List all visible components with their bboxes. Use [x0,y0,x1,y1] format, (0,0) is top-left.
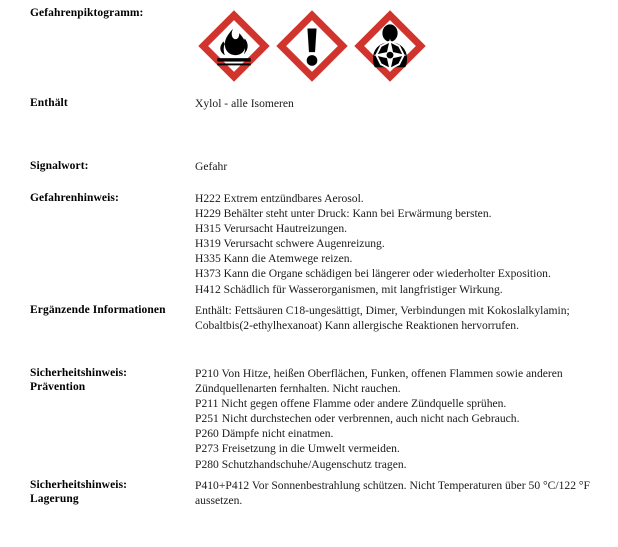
pictogram-strip [196,8,428,84]
hazard-statement-line: H315 Verursacht Hautreizungen. [195,222,348,236]
hazard-statements-list [195,191,613,297]
exclamation-mark-pictogram [274,8,350,84]
contains-value: Xylol - alle Isomeren [195,97,294,110]
precaution-prevention-line: P280 Schutzhandschuhe/Augenschutz tragen. [195,457,407,471]
health-hazard-pictogram [352,8,428,84]
precaution-prevention-line: P273 Freisetzung in die Umwelt vermeiden. [195,442,400,456]
precaution-storage-label [30,478,190,506]
signal-word-value: Gefahr [195,160,228,173]
flame-pictogram [196,8,272,84]
hazard-statement-line: H335 Kann die Atemwege reizen. [195,252,353,266]
hazard-statement-line: H373 Kann die Organe schädigen bei längerer oder wiederholter Exposition. [195,267,551,281]
precaution-prevention-line: P210 Von Hitze, heißen Oberflächen, Funken, offenen Flammen sowie anderen [195,367,563,380]
pictogram-label: Gefahrenpiktogramm: [30,7,144,19]
supplemental-information-line: Cobaltbis(2-ethylhexanoat) Kann allergische Reaktionen hervorrufen. [195,319,519,333]
precaution-storage-label-line1: Sicherheitshinweis: [30,479,128,491]
signal-word-label: Signalwort: [30,160,89,172]
precaution-storage-label-line2: Lagerung [30,493,79,505]
precaution-prevention-line: P211 Nicht gegen offene Flamme oder andere Zündquelle sprühen. [195,397,507,411]
precaution-prevention-label [30,366,190,394]
precaution-prevention-line: Zündquellenarten fernhalten. Nicht rauchen. [195,382,401,396]
contains-label: Enthält [30,97,68,109]
supplemental-information-label: Ergänzende Informationen [30,304,166,316]
hazard-statement-line: H229 Behälter steht unter Druck: Kann bei Erwärmung bersten. [195,207,492,221]
precaution-prevention-list [195,366,613,472]
precaution-prevention-line: P260 Dämpfe nicht einatmen. [195,427,334,441]
precaution-prevention-line: P251 Nicht durchstechen oder verbrennen, auch nicht nach Gebrauch. [195,412,520,426]
precaution-storage-list [195,478,613,508]
precaution-storage-line: aussetzen. [195,494,243,508]
supplemental-information-list [195,303,613,333]
supplemental-information-line: Enthält: Fettsäuren C18-ungesättigt, Dimer, Verbindungen mit Kokoslalkylamin; [195,304,570,317]
precaution-prevention-label-line2: Prävention [30,381,86,393]
hazard-statements-label: Gefahrenhinweis: [30,192,119,204]
hazard-statement-line: H319 Verursacht schwere Augenreizung. [195,237,385,251]
hazard-statement-line: H412 Schädlich für Wasserorganismen, mit langfristiger Wirkung. [195,282,503,296]
hazard-statement-line: H222 Extrem entzündbares Aerosol. [195,192,364,205]
precaution-prevention-label-line1: Sicherheitshinweis: [30,367,128,379]
precaution-storage-line: P410+P412 Vor Sonnenbestrahlung schützen. Nicht Temperaturen über 50 °C/122 °F [195,479,590,492]
